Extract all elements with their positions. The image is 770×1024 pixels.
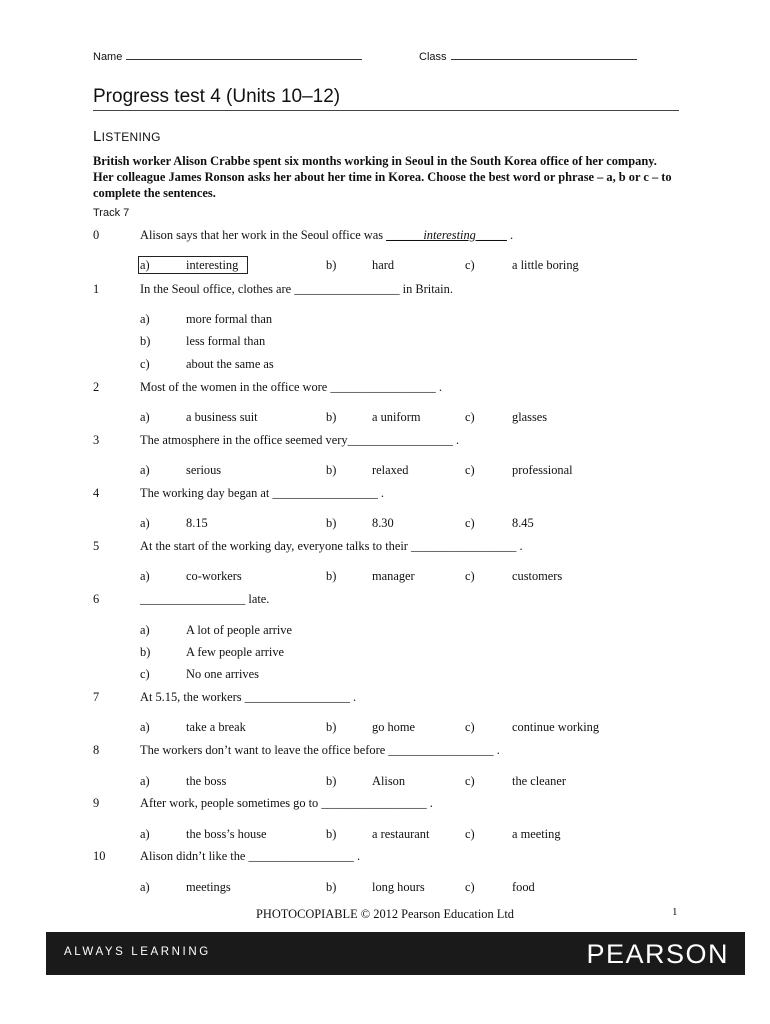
option-letter[interactable]: c) (465, 720, 475, 734)
question-number: 6 (93, 592, 100, 606)
option-letter[interactable]: a) (140, 463, 150, 477)
question-text: Most of the women in the office wore _________________ . (140, 380, 442, 394)
question-text: Alison didn’t like the _________________ . (140, 849, 361, 863)
question-number: 7 (93, 690, 100, 704)
example-option-a-text: interesting (186, 258, 239, 272)
option-text[interactable]: a meeting (512, 827, 561, 841)
question-text: After work, people sometimes go to _________________ . (140, 796, 433, 810)
option-text[interactable]: take a break (186, 720, 246, 734)
option-text[interactable]: less formal than (186, 334, 266, 348)
option-letter[interactable]: b) (326, 774, 337, 788)
question-number: 8 (93, 743, 100, 757)
question-text: The working day began at _________________ . (140, 486, 384, 500)
option-text[interactable]: glasses (512, 410, 548, 424)
copyright-footer: PHOTOCOPIABLE © 2012 Pearson Education Ltd (255, 907, 514, 921)
option-text[interactable]: go home (372, 720, 416, 734)
option-text[interactable]: A few people arrive (186, 645, 285, 659)
question-text: The atmosphere in the office seemed very_________________ . (140, 433, 460, 447)
example-question (140, 228, 513, 243)
option-letter[interactable]: a) (140, 880, 150, 894)
option-text[interactable]: 8.45 (512, 516, 534, 530)
question-number: 3 (93, 433, 100, 447)
name-label: Name (93, 51, 123, 63)
question-number: 5 (93, 539, 100, 553)
name-line (126, 50, 362, 60)
option-letter[interactable]: a) (140, 623, 150, 637)
option-letter[interactable]: a) (140, 410, 150, 424)
option-letter[interactable]: b) (326, 880, 337, 894)
page-number: 1 (672, 906, 678, 918)
option-text[interactable]: co-workers (186, 569, 242, 583)
option-letter[interactable]: c) (465, 410, 475, 424)
option-text[interactable]: serious (186, 463, 222, 477)
option-text[interactable]: professional (512, 463, 573, 477)
question-text: In the Seoul office, clothes are _________________ in Britain. (140, 282, 453, 296)
instructions: British worker Alison Crabbe spent six months working in Seoul in the South Korea office of her company. Her colleague James Ronson asks her about her time in Korea. Choose the best word or phrase – a, b or c – to complete the sentences. (93, 154, 672, 200)
banner-tagline: ALWAYS LEARNING (64, 946, 211, 958)
example-option-b-letter: b) (326, 258, 337, 272)
option-letter[interactable]: a) (140, 569, 150, 583)
option-text[interactable]: relaxed (372, 463, 409, 477)
question-number: 4 (93, 486, 100, 500)
option-text[interactable]: the boss (186, 774, 227, 788)
option-letter[interactable]: a) (140, 516, 150, 530)
option-letter[interactable]: b) (140, 334, 151, 348)
option-text[interactable]: long hours (372, 880, 425, 894)
option-text[interactable]: food (512, 880, 535, 894)
question-text: The workers don’t want to leave the office before _________________ . (140, 743, 500, 757)
option-letter[interactable]: c) (140, 667, 150, 681)
option-letter[interactable]: c) (465, 827, 475, 841)
option-letter[interactable]: c) (465, 774, 475, 788)
option-text[interactable]: No one arrives (186, 667, 259, 681)
option-letter[interactable]: c) (465, 516, 475, 530)
question-number: 2 (93, 380, 100, 394)
option-letter[interactable]: b) (326, 720, 337, 734)
question-number: 1 (93, 282, 100, 296)
option-letter[interactable]: b) (326, 569, 337, 583)
option-text[interactable]: Alison (372, 774, 406, 788)
option-letter[interactable]: c) (465, 463, 475, 477)
example-pre: Alison says that her work in the Seoul office was (140, 228, 387, 242)
option-text[interactable]: manager (372, 569, 415, 583)
option-letter[interactable]: a) (140, 312, 150, 326)
example-number: 0 (93, 228, 100, 242)
example-post: . (506, 228, 514, 242)
option-text[interactable]: customers (512, 569, 563, 583)
option-letter[interactable]: c) (140, 357, 150, 371)
option-text[interactable]: A lot of people arrive (186, 623, 292, 637)
option-text[interactable]: 8.30 (372, 516, 394, 530)
class-field[interactable] (419, 50, 637, 63)
example-option-a-letter: a) (140, 258, 150, 272)
question-text: At 5.15, the workers _________________ . (140, 690, 357, 704)
option-text[interactable]: a restaurant (372, 827, 430, 841)
page-title: Progress test 4 (Units 10–12) (93, 86, 679, 111)
option-text[interactable]: meetings (186, 880, 231, 894)
option-letter[interactable]: b) (326, 516, 337, 530)
section-heading-rest: ISTENING (101, 130, 161, 144)
track-label: Track 7 (93, 207, 130, 219)
option-letter[interactable]: b) (326, 410, 337, 424)
question-number: 10 (93, 849, 106, 863)
brand-banner (46, 932, 745, 975)
option-text[interactable]: a business suit (186, 410, 258, 424)
option-letter[interactable]: a) (140, 827, 150, 841)
class-line (451, 50, 637, 60)
example-answer: ______interesting_____ (386, 228, 507, 242)
question-text: _________________ late. (140, 592, 270, 606)
example-option-c-text: a little boring (512, 258, 579, 272)
option-letter[interactable]: c) (465, 569, 475, 583)
option-text[interactable]: the cleaner (512, 774, 566, 788)
option-text[interactable]: continue working (512, 720, 600, 734)
option-letter[interactable]: c) (465, 880, 475, 894)
section-heading (93, 128, 161, 145)
section-heading-initial: L (93, 128, 102, 145)
option-text[interactable]: about the same as (186, 357, 274, 371)
example-option-b-text: hard (372, 258, 395, 272)
example-option-c-letter: c) (465, 258, 475, 272)
option-letter[interactable]: a) (140, 720, 150, 734)
question-number: 9 (93, 796, 100, 810)
option-text[interactable]: a uniform (372, 410, 421, 424)
option-letter[interactable]: a) (140, 774, 150, 788)
pearson-logo: PEARSON (586, 939, 729, 969)
option-letter[interactable]: b) (140, 645, 151, 659)
option-letter[interactable]: b) (326, 463, 337, 477)
class-label: Class (419, 51, 447, 63)
option-letter[interactable]: b) (326, 827, 337, 841)
name-field[interactable] (93, 50, 362, 63)
question-text: At the start of the working day, everyone talks to their _________________ . (140, 539, 523, 553)
option-text[interactable]: the boss’s house (186, 827, 267, 841)
option-text[interactable]: more formal than (186, 312, 273, 326)
option-text[interactable]: 8.15 (186, 516, 208, 530)
